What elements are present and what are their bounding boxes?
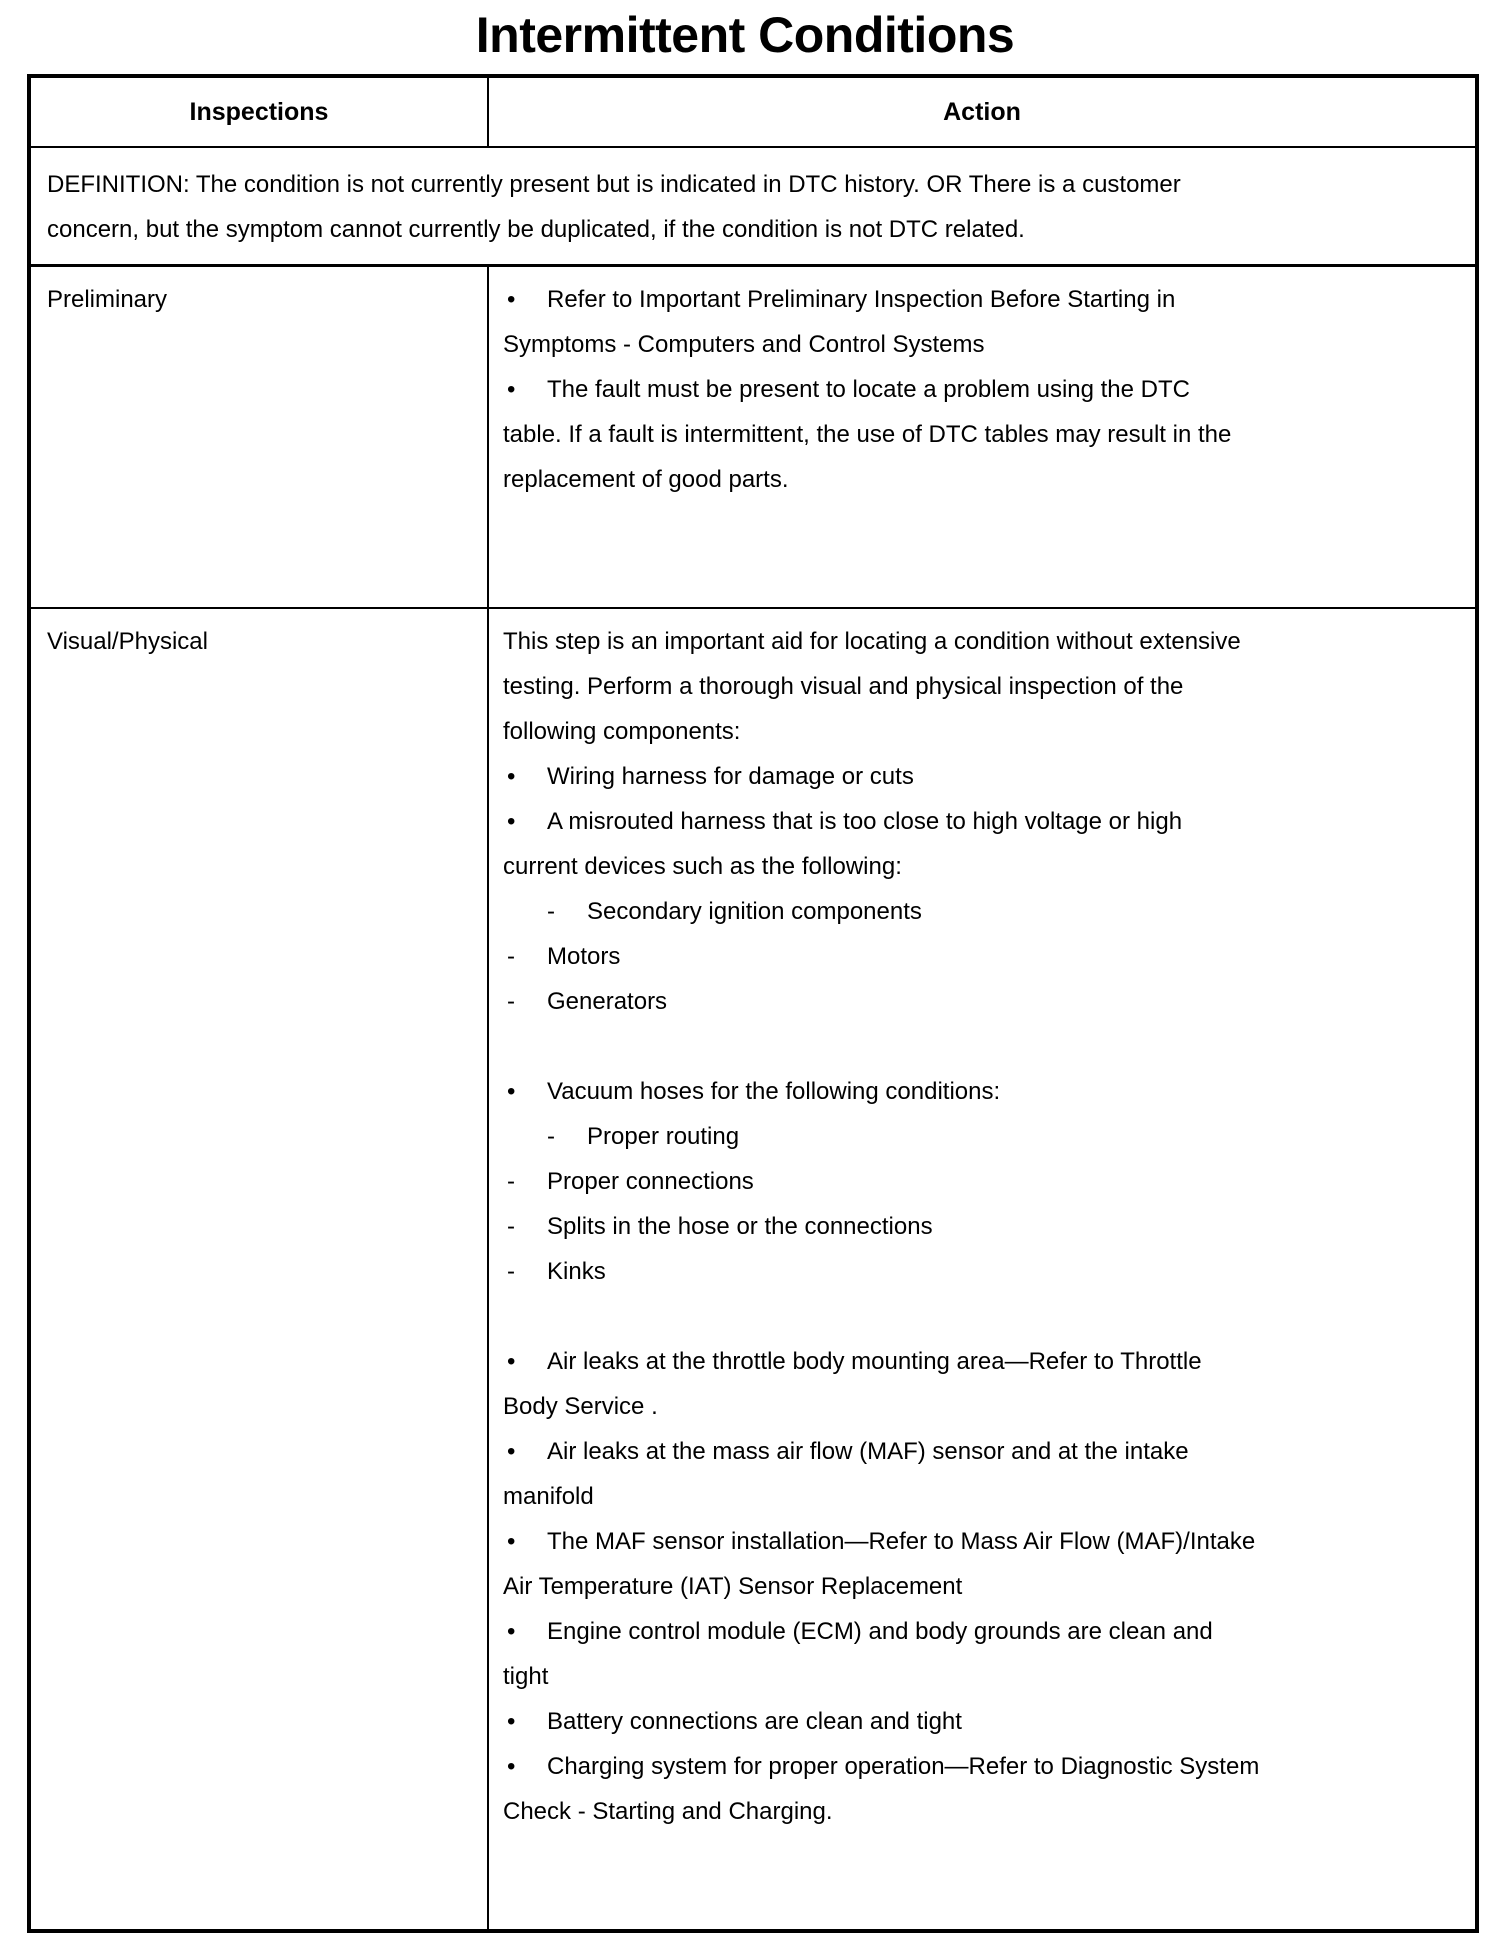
action-text: table. If a fault is intermittent, the use of DTC tables may result in the [503, 421, 1232, 448]
action-line [503, 844, 1461, 889]
action-line [503, 1384, 1461, 1429]
action-text: manifold [503, 1483, 594, 1510]
definition-line: DEFINITION: The condition is not currently present but is indicated in DTC history. OR There is a customer [47, 171, 1181, 198]
conditions-table [27, 74, 1479, 1933]
action-line [503, 799, 1461, 844]
action-line [503, 1024, 1461, 1069]
action-line [503, 1159, 1461, 1204]
header-row [29, 76, 1477, 147]
action-line [503, 754, 1461, 799]
action-text: Secondary ignition components [587, 898, 922, 925]
action-text: tight [503, 1663, 549, 1690]
action-line [503, 619, 1461, 664]
action-text: Vacuum hoses for the following conditions: [547, 1078, 1001, 1105]
dash-icon: - [547, 1123, 555, 1150]
action-text: Wiring harness for damage or cuts [547, 763, 914, 790]
bullet-icon: • [507, 763, 516, 790]
action-line [503, 1114, 1461, 1159]
action-text: The MAF sensor installation—Refer to Mass Air Flow (MAF)/Intake [547, 1528, 1256, 1555]
action-line [503, 367, 1461, 412]
action-text: Battery connections are clean and tight [547, 1708, 962, 1735]
bullet-icon: • [507, 1708, 516, 1735]
header-inspections: Inspections [29, 76, 488, 147]
bullet-icon: • [507, 1348, 516, 1375]
action-line [503, 1609, 1461, 1654]
action-line [503, 934, 1461, 979]
action-line [503, 1294, 1461, 1339]
dash-icon: - [507, 1213, 515, 1240]
action-cell [488, 266, 1477, 609]
action-cell [488, 608, 1477, 1931]
bullet-icon: • [507, 1438, 516, 1465]
action-text: Air Temperature (IAT) Sensor Replacement [503, 1573, 963, 1600]
definition-line: concern, but the symptom cannot currently be duplicated, if the condition is not DTC related. [47, 216, 1025, 243]
action-text: Proper connections [547, 1168, 754, 1195]
action-line [503, 889, 1461, 934]
action-line [503, 1699, 1461, 1744]
action-text: following components: [503, 718, 741, 745]
action-text: Generators [547, 988, 668, 1015]
bullet-icon: • [507, 1078, 516, 1105]
action-text: Motors [547, 943, 621, 970]
dash-icon: - [507, 988, 515, 1015]
action-line [503, 1339, 1461, 1384]
bullet-icon: • [507, 376, 516, 403]
action-text: Body Service . [503, 1393, 658, 1420]
action-line [503, 1069, 1461, 1114]
dash-icon: - [507, 943, 515, 970]
action-line [503, 1564, 1461, 1609]
action-line [503, 1744, 1461, 1789]
action-line [503, 1654, 1461, 1699]
action-line [503, 979, 1461, 1024]
bullet-icon: • [507, 1618, 516, 1645]
action-text: Air leaks at the mass air flow (MAF) sensor and at the intake [547, 1438, 1189, 1465]
action-line [503, 1204, 1461, 1249]
action-text: The fault must be present to locate a problem using the DTC [547, 376, 1190, 403]
inspection-cell: Visual/Physical [29, 608, 488, 1931]
action-text: This step is an important aid for locating a condition without extensive [503, 628, 1241, 655]
action-line [503, 1789, 1461, 1834]
inspection-cell: Preliminary [29, 266, 488, 609]
action-line [503, 664, 1461, 709]
action-text: Splits in the hose or the connections [547, 1213, 933, 1240]
action-line [503, 1519, 1461, 1564]
action-text: A misrouted harness that is too close to high voltage or high [547, 808, 1183, 835]
action-text: Proper routing [587, 1123, 740, 1150]
dash-icon: - [547, 898, 555, 925]
action-line [503, 709, 1461, 754]
dash-icon: - [507, 1168, 515, 1195]
action-text: Refer to Important Preliminary Inspection Before Starting in [547, 286, 1176, 313]
action-line [503, 1429, 1461, 1474]
action-line [503, 457, 1461, 502]
bullet-icon: • [507, 286, 516, 313]
bullet-icon: • [507, 1753, 516, 1780]
action-line [503, 412, 1461, 457]
action-text: Air leaks at the throttle body mounting area—Refer to Throttle [547, 1348, 1202, 1375]
action-text: replacement of good parts. [503, 466, 789, 493]
dash-icon: - [507, 1258, 515, 1285]
table-row [29, 266, 1477, 609]
action-line [503, 1249, 1461, 1294]
definition-cell [29, 147, 1477, 266]
bullet-icon: • [507, 1528, 516, 1555]
definition-row [29, 147, 1477, 266]
action-text: Engine control module (ECM) and body grounds are clean and [547, 1618, 1213, 1645]
action-text: Symptoms - Computers and Control Systems [503, 331, 985, 358]
bullet-icon: • [507, 808, 516, 835]
header-action: Action [488, 76, 1477, 147]
action-text: Charging system for proper operation—Refer to Diagnostic System [547, 1753, 1260, 1780]
action-line [503, 1474, 1461, 1519]
action-line [503, 322, 1461, 367]
table-row [29, 608, 1477, 1931]
action-line [503, 277, 1461, 322]
page-title: Intermittent Conditions [475, 7, 1015, 63]
action-text: Kinks [547, 1258, 606, 1285]
action-text: Check - Starting and Charging. [503, 1798, 833, 1825]
action-text: testing. Perform a thorough visual and physical inspection of the [503, 673, 1184, 700]
action-text: current devices such as the following: [503, 853, 902, 880]
